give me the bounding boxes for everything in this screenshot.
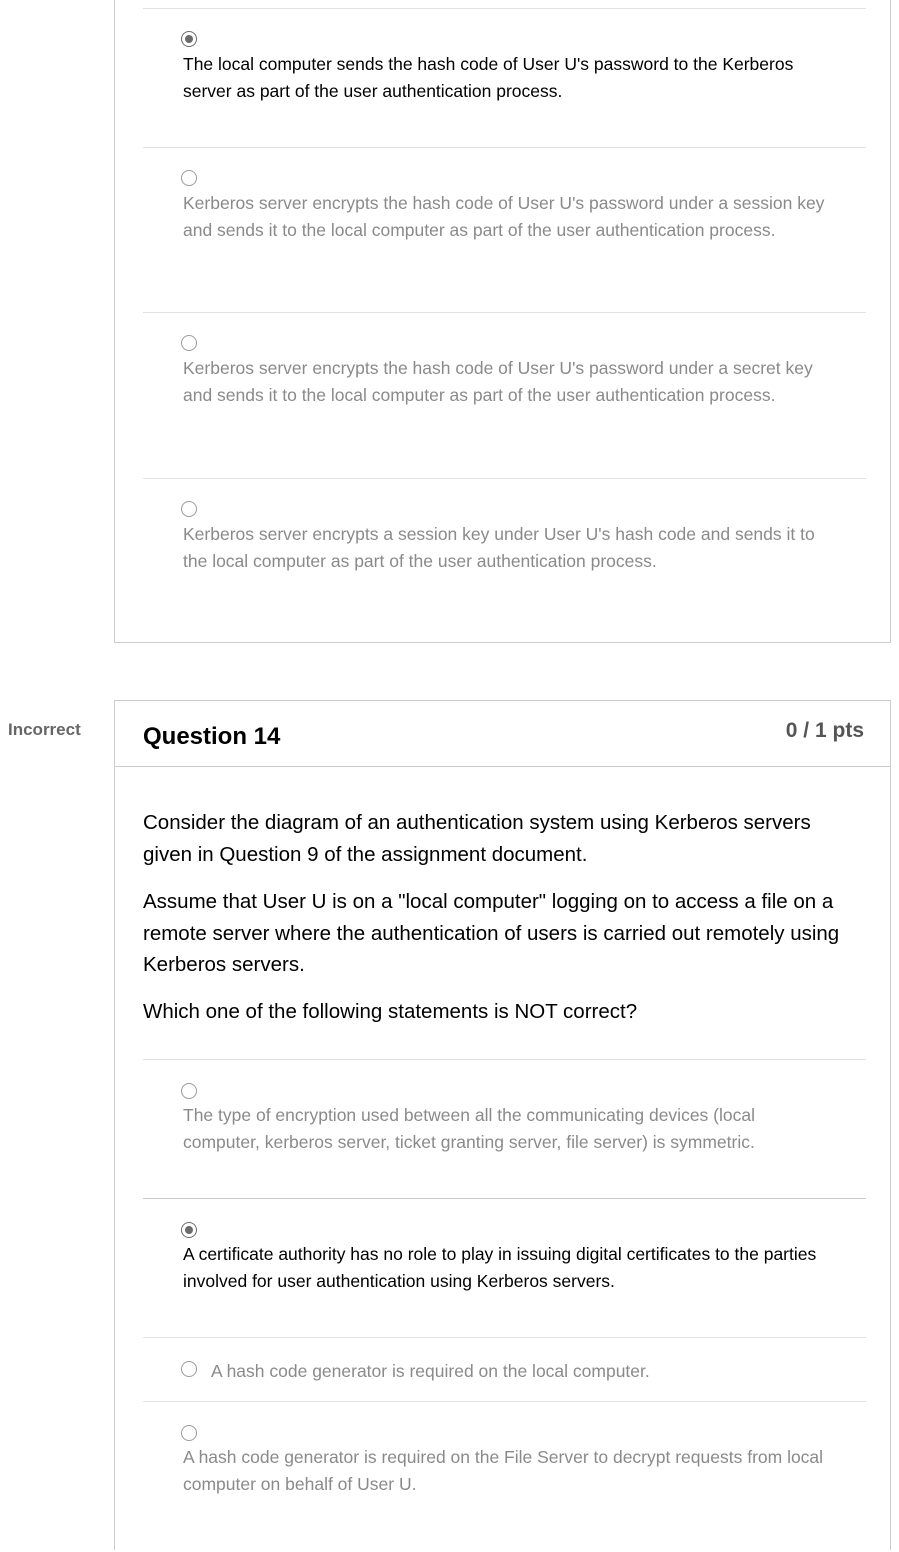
question-text	[143, 807, 863, 870]
answer-option[interactable]	[143, 147, 866, 313]
question-status-label: Incorrect	[8, 720, 81, 739]
question-points: 0 / 1 pts	[785, 719, 864, 742]
question-title: Question 14	[143, 723, 281, 750]
radio-button-checked[interactable]	[181, 1222, 197, 1238]
radio-button[interactable]	[181, 170, 197, 186]
question-paragraph: Assume that User U is on a "local computer" logging on to access a file on a remote server where the authentication of users is carried out remotely using Kerberos servers.	[143, 890, 840, 976]
question-text	[143, 996, 863, 1028]
radio-button-checked[interactable]	[181, 31, 197, 47]
radio-button[interactable]	[181, 1425, 197, 1441]
question-paragraph: Consider the diagram of an authentication system using Kerberos servers given in Question 9 of the assignment document.	[143, 811, 811, 866]
radio-button[interactable]	[181, 501, 197, 517]
answer-text: A hash code generator is required on the local computer.	[211, 1361, 650, 1381]
answer-text: A certificate authority has no role to play in issuing digital certificates to the parties involved for user authentication using Kerberos servers.	[183, 1244, 817, 1291]
answer-option[interactable]	[143, 312, 866, 479]
answer-option[interactable]	[143, 1059, 866, 1199]
answer-option[interactable]	[143, 1337, 866, 1402]
answer-text: A hash code generator is required on the File Server to decrypt requests from local computer on behalf of User U.	[183, 1447, 824, 1494]
question-13-card	[114, 0, 891, 643]
answer-option[interactable]	[143, 8, 866, 148]
radio-button[interactable]	[181, 335, 197, 351]
question-header	[115, 701, 890, 767]
question-14-card	[114, 700, 891, 1550]
radio-button[interactable]	[181, 1361, 197, 1377]
answer-text: The local computer sends the hash code of User U's password to the Kerberos server as part of the user authentication process.	[183, 54, 794, 101]
radio-button[interactable]	[181, 1083, 197, 1099]
answer-option[interactable]	[143, 1401, 866, 1552]
answer-option[interactable]	[143, 478, 866, 619]
question-paragraph: Which one of the following statements is NOT correct?	[143, 1000, 638, 1023]
answer-text: Kerberos server encrypts the hash code of User U's password under a session key and sends it to the local computer as part of the user authentication process.	[183, 193, 825, 240]
answer-text: Kerberos server encrypts the hash code of User U's password under a secret key and sends it to the local computer as part of the user authentication process.	[183, 358, 813, 405]
answer-option[interactable]	[143, 1198, 866, 1338]
answer-text: Kerberos server encrypts a session key under User U's hash code and sends it to the local computer as part of the user authentication process.	[183, 524, 815, 571]
question-text	[143, 886, 863, 981]
answer-text: The type of encryption used between all the communicating devices (local computer, kerberos server, ticket granting server, file server) is symmetric.	[183, 1105, 755, 1152]
